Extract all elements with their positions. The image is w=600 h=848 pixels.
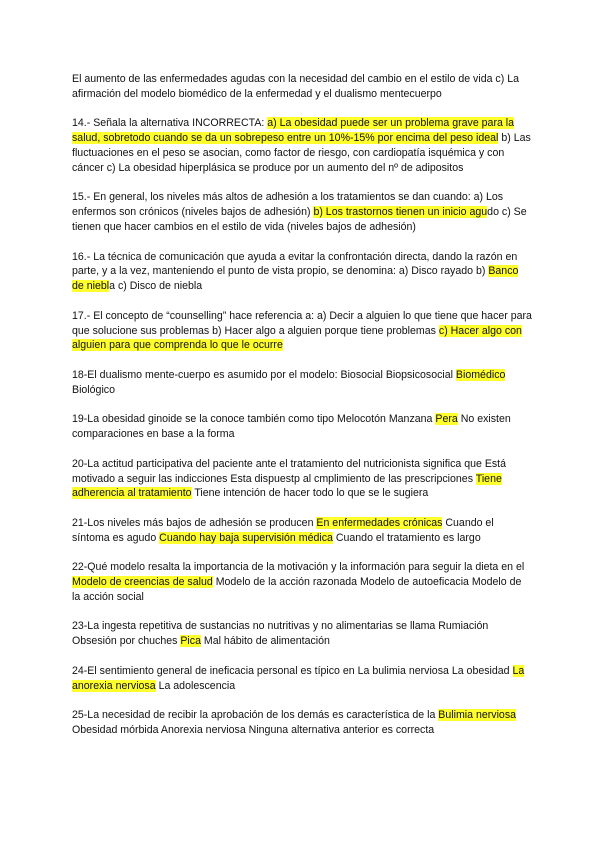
paragraph-text: No existen comparaciones en base a la forma <box>72 413 511 441</box>
highlighted-answer: Pica <box>180 635 201 648</box>
highlighted-answer: b) Los trastornos tienen un inicio agu <box>313 206 488 219</box>
question-paragraph <box>72 250 532 294</box>
question-paragraph <box>72 619 532 649</box>
paragraph-text: 15.- En general, los niveles más altos de adhesión a los tratamientos se dan cuando: a) Los enfermos son crónicos (niveles bajos de adhesión) <box>72 191 504 219</box>
highlighted-answer: La anorexia nerviosa <box>72 664 525 692</box>
paragraph-text: a c) Disco de niebla <box>109 280 203 293</box>
paragraph-text: 16.- La técnica de comunicación que ayuda a evitar la confrontación directa, dando la razón en parte, y a la vez, manteniendo el punto de vista propio, se denomina: a) Disco rayado b) <box>72 250 518 278</box>
paragraph-text: Cuando el síntoma es agudo <box>72 516 494 544</box>
paragraph-text: 14.- Señala la alternativa INCORRECTA: <box>72 117 268 130</box>
paragraph-text: El aumento de las enfermedades agudas con la necesidad del cambio en el estilo de vida c) La afirmación del modelo biomédico de la enfermedad y el dualismo mentecuerpo <box>72 73 519 100</box>
question-paragraph <box>72 116 532 175</box>
paragraph-text: Cuando el tratamiento es largo <box>332 531 481 544</box>
paragraph-text: b) Las fluctuaciones en el peso se asocian, como factor de riesgo, con cardiopatía isquémica y con cáncer c) La obesidad hiperplásica se produce por un aumento del nº de adipositos <box>72 132 531 174</box>
highlighted-answer: a) La obesidad puede ser un problema grave para la salud, sobretodo cuando se da un sobrepeso entre un 10%-15% por encima del peso ideal <box>72 117 515 145</box>
highlighted-answer: Biomédico <box>455 368 506 381</box>
highlighted-answer: Cuando hay baja supervisión médica <box>159 531 333 544</box>
paragraph-text: La adolescencia <box>155 679 236 692</box>
question-paragraph <box>72 516 532 546</box>
question-paragraph <box>72 190 532 234</box>
highlighted-answer: Modelo de creencias de salud <box>72 576 213 589</box>
paragraph-text: Tiene intención de hacer todo lo que se le sugiera <box>191 487 429 500</box>
highlighted-answer: c) Hacer algo con alguien para que comprenda lo que le ocurre <box>72 324 522 352</box>
question-paragraph <box>72 412 532 442</box>
highlighted-answer: Pera <box>435 413 458 426</box>
question-paragraph <box>72 664 532 694</box>
paragraph-text: Modelo de la acción razonada Modelo de autoeficacia Modelo de la acción social <box>72 576 522 603</box>
highlighted-answer: Bulimia nerviosa <box>438 709 517 722</box>
paragraph-text: 24-El sentimiento general de ineficacia personal es típico en La bulimia nerviosa La obesidad <box>72 664 513 677</box>
paragraph-text: Mal hábito de alimentación <box>200 635 330 648</box>
paragraph-text: Biológico <box>72 383 115 396</box>
paragraph-text: 17.- El concepto de “counselling” hace referencia a: a) Decir a alguien lo que tiene que hacer para que solucione sus problemas b) Hacer algo a alguien porque tiene problemas <box>72 309 532 337</box>
question-paragraph <box>72 309 532 353</box>
highlighted-answer: Banco de niebl <box>72 265 519 293</box>
paragraph-text: do c) Se tienen que hacer cambios en el estilo de vida (niveles bajos de adhesión) <box>72 206 527 233</box>
paragraph-text: 21-Los niveles más bajos de adhesión se producen <box>72 516 317 529</box>
highlighted-answer: Tiene adherencia al tratamiento <box>72 472 502 500</box>
paragraph-text: Obesidad mórbida Anorexia nerviosa Ninguna alternativa anterior es correcta <box>72 724 435 737</box>
question-paragraph <box>72 72 532 102</box>
highlighted-answer: En enfermedades crónicas <box>316 516 443 529</box>
question-paragraph <box>72 457 532 501</box>
paragraph-text: 20-La actitud participativa del paciente ante el tratamiento del nutricionista significa que Está motivado a seguir las indicciones Esta dispuestp al cmplimiento de las prescripciones <box>72 457 507 485</box>
paragraph-text: 19-La obesidad ginoide se la conoce también como tipo Melocotón Manzana <box>72 413 436 426</box>
question-paragraph <box>72 560 532 604</box>
paragraph-text: 23-La ingesta repetitiva de sustancias no nutritivas y no alimentarias se llama Rumiación Obsesión por chuches <box>72 620 489 648</box>
question-paragraph <box>72 368 532 398</box>
question-paragraph <box>72 708 532 738</box>
paragraph-text: 18-El dualismo mente-cuerpo es asumido por el modelo: Biosocial Biopsicosocial <box>72 368 456 381</box>
paragraph-text: 22-Qué modelo resalta la importancia de la motivación y la información para seguir la dieta en el <box>72 561 525 574</box>
paragraph-text: 25-La necesidad de recibir la aprobación de los demás es característica de la <box>72 709 439 722</box>
document-body <box>72 72 532 753</box>
